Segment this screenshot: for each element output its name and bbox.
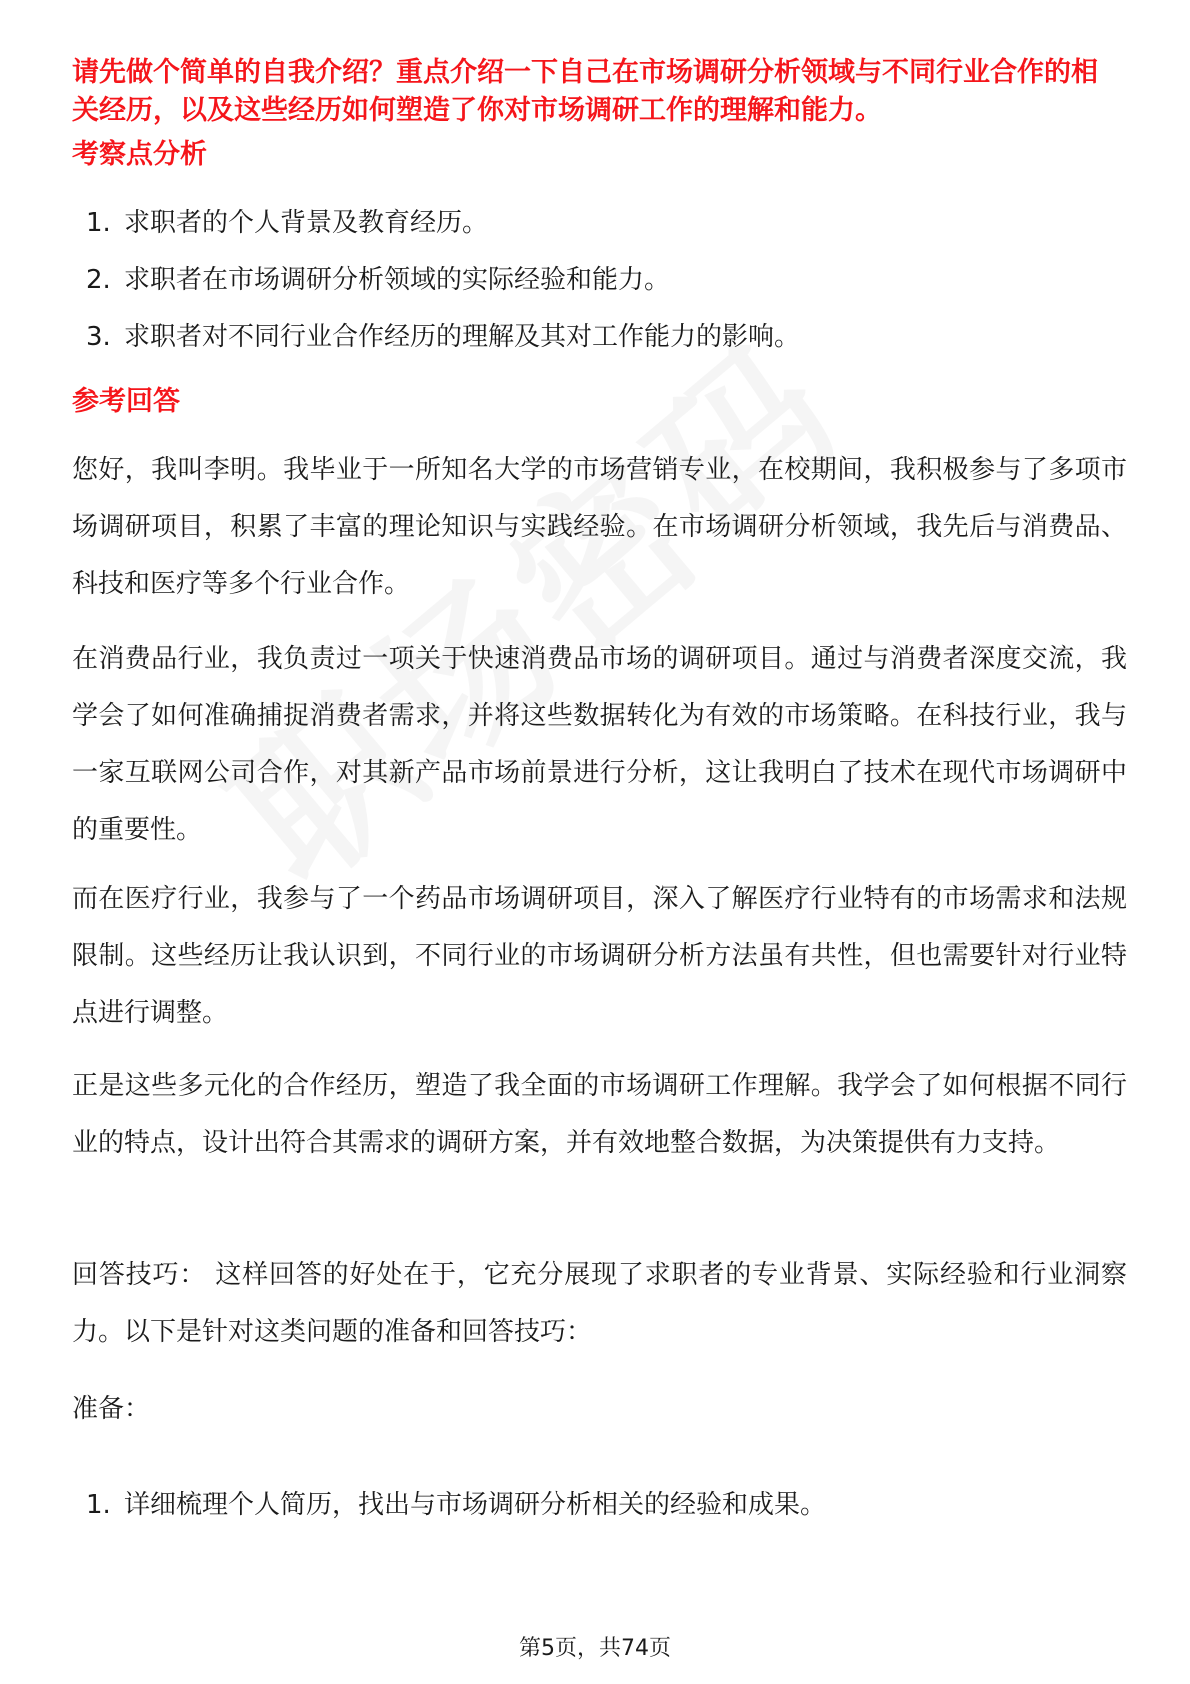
answer-title: 参考回答	[72, 386, 180, 417]
list-item-number: 3.	[86, 322, 111, 352]
prep-list	[86, 1486, 826, 1543]
answer-paragraph: 您好，我叫李明。我毕业于一所知名大学的市场营销专业，在校期间，我积极参与了多项市场调研项目，积累了丰富的理论知识与实践经验。在市场调研分析领域，我先后与消费品、科技和医疗等多个行业合作。	[72, 455, 1127, 599]
answer-paragraph: 正是这些多元化的合作经历，塑造了我全面的市场调研工作理解。我学会了如何根据不同行业的特点，设计出符合其需求的调研方案，并有效地整合数据，为决策提供有力支持。	[72, 1071, 1127, 1158]
list-item-number: 1.	[86, 208, 111, 238]
list-item-text: 求职者在市场调研分析领域的实际经验和能力。	[124, 265, 671, 295]
analysis-list	[86, 204, 800, 375]
list-item-text: 求职者的个人背景及教育经历。	[124, 208, 489, 238]
list-item-number: 1.	[86, 1490, 111, 1520]
question-heading: 请先做个简单的自我介绍？重点介绍一下自己在市场调研分析领域与不同行业合作的相关经历，以及这些经历如何塑造了你对市场调研工作的理解和能力。	[72, 57, 1098, 126]
list-item-text: 求职者对不同行业合作经历的理解及其对工作能力的影响。	[124, 322, 801, 352]
tips-paragraph: 回答技巧： 这样回答的好处在于，它充分展现了求职者的专业背景、实际经验和行业洞察力。以下是针对这类问题的准备和回答技巧：	[72, 1260, 1127, 1347]
prep-label: 准备：	[72, 1394, 151, 1424]
page-footer: 第5页，共74页	[519, 1636, 671, 1661]
list-item	[86, 204, 800, 261]
list-item	[86, 318, 800, 375]
list-item-text: 详细梳理个人简历，找出与市场调研分析相关的经验和成果。	[124, 1490, 827, 1520]
list-item	[86, 261, 800, 318]
analysis-title: 考察点分析	[72, 139, 207, 170]
list-item	[86, 1486, 826, 1543]
answer-paragraph: 而在医疗行业，我参与了一个药品市场调研项目，深入了解医疗行业特有的市场需求和法规限制。这些经历让我认识到，不同行业的市场调研分析方法虽有共性，但也需要针对行业特点进行调整。	[72, 884, 1127, 1028]
list-item-number: 2.	[86, 265, 111, 295]
answer-paragraph: 在消费品行业，我负责过一项关于快速消费品市场的调研项目。通过与消费者深度交流，我学会了如何准确捕捉消费者需求，并将这些数据转化为有效的市场策略。在科技行业，我与一家互联网公司合作，对其新产品市场前景进行分析，这让我明白了技术在现代市场调研中的重要性。	[72, 644, 1127, 845]
